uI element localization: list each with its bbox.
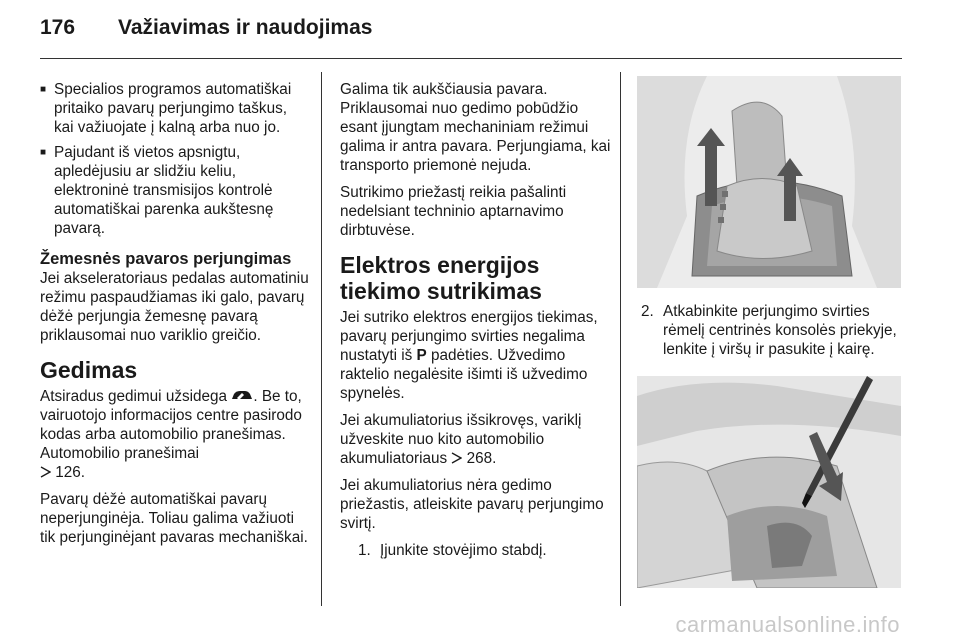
triangle-ref-icon bbox=[451, 452, 462, 464]
page-header bbox=[40, 16, 372, 40]
bullet-item: ■ Pajudant iš vietos apsnigtu, apledėjusiu ar slidžiu keliu, elektroninė transmisijos kontrolė automatiškai parenka aukštesnę pavarą. bbox=[40, 143, 310, 238]
page-reference: 268. bbox=[466, 450, 497, 467]
watermark: carmanualsonline.info bbox=[675, 612, 900, 637]
section-heading: Gedimas bbox=[40, 357, 138, 383]
paragraph: Jei akumuliatorius išsikrovęs, variklį užveskite nuo kito automobilio akumuliatoriaus 268. bbox=[340, 412, 582, 467]
car-wrench-icon bbox=[231, 389, 253, 402]
gear-shifter-illustration bbox=[637, 76, 901, 288]
subheading: Žemesnės pavaros perjungimas bbox=[40, 250, 292, 268]
paragraph: Atsiradus gedimui užsidega . Be to, vairuotojo informacijos centre pasirodo kodas arba automobilio pranešimas. Automobilio pranešimai 126. bbox=[40, 388, 302, 481]
page-number: 176 bbox=[40, 16, 76, 39]
column-1 bbox=[40, 80, 310, 555]
column-3 bbox=[637, 302, 901, 359]
paragraph: Sutrikimo priežastį reikia pašalinti nedelsiant techninio aptarnavimo dirbtuvėse. bbox=[340, 184, 567, 239]
paragraph: Jei akumuliatorius nėra gedimo priežastis, atleiskite pavarų perjungimo svirtį. bbox=[340, 477, 604, 532]
step-item: 2. Atkabinkite perjungimo svirties rėmelį centrinės konsolės priekyje, lenkite į viršų ir pasukite į kairę. bbox=[641, 303, 897, 358]
page-title: Važiavimas ir naudojimas bbox=[118, 16, 373, 39]
section-heading: Elektros energijos tiekimo sutrikimas bbox=[340, 252, 542, 304]
console-bezel-illustration bbox=[637, 376, 901, 588]
paragraph: Jei sutriko elektros energijos tiekimas, pavarų perjungimo svirties negalima nustatyti iš P padėties. Užvedimo raktelio negalėsite išimti iš užvedimo spynelės. bbox=[340, 309, 598, 402]
column-2 bbox=[340, 80, 612, 560]
column-divider bbox=[620, 72, 621, 606]
page-reference: 126. bbox=[55, 464, 86, 481]
paragraph: Galima tik aukščiausia pavara. Priklausomai nuo gedimo pobūdžio esant įjungtam mechaniniam režimui galima ir antra pavara. Perjungiama, kai transporto priemonė nejuda. bbox=[340, 81, 611, 174]
triangle-ref-icon bbox=[40, 466, 51, 478]
paragraph: Jei akseleratoriaus pedalas automatiniu režimu paspaudžiamas iki galo, pavarų dėžė perjungia žemesnę pavarą priklausomai nuo variklio greičio. bbox=[40, 270, 309, 344]
step-item: 1. Įjunkite stovėjimo stabdį. bbox=[358, 542, 547, 559]
bullet-item: ■ Specialios programos automatiškai pritaiko pavarų perjungimo taškus, kai važiuojate į kalną arba nuo jo. bbox=[40, 80, 310, 137]
column-divider bbox=[321, 72, 322, 606]
paragraph: Pavarų dėžė automatiškai pavarų neperjunginėja. Toliau galima važiuoti tik perjunginėjant pavaras mechaniškai. bbox=[40, 491, 308, 546]
header-rule bbox=[40, 58, 902, 59]
